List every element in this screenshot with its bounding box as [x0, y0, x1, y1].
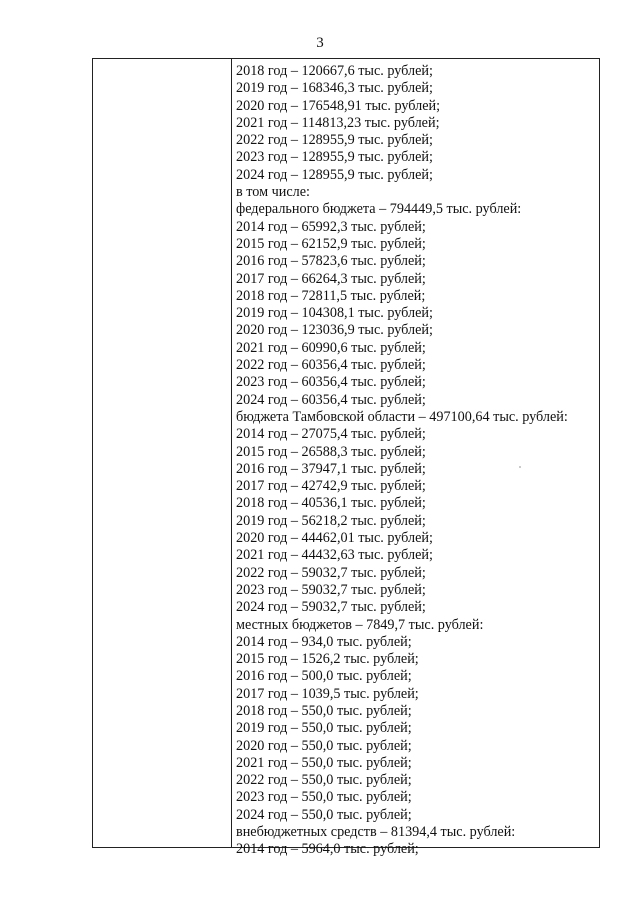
funding-column [232, 59, 599, 858]
funding-line: 2021 год – 114813,23 тыс. рублей; [236, 114, 440, 131]
scan-speck [519, 466, 521, 468]
funding-line: 2018 год – 40536,1 тыс. рублей; [236, 495, 426, 512]
funding-line: бюджета Тамбовской области – 497100,64 тыс. рублей: [236, 408, 568, 425]
funding-line: федерального бюджета – 794449,5 тыс. рублей: [236, 201, 522, 218]
funding-line: 2017 год – 1039,5 тыс. рублей; [236, 685, 419, 702]
funding-line: 2022 год – 60356,4 тыс. рублей; [236, 357, 426, 374]
funding-line: 2019 год – 104308,1 тыс. рублей; [236, 305, 433, 322]
funding-line: 2020 год – 176548,91 тыс. рублей; [236, 97, 441, 114]
funding-line: 2024 год – 550,0 тыс. рублей; [236, 806, 412, 823]
funding-line: 2019 год – 168346,3 тыс. рублей; [236, 80, 433, 97]
funding-line: 2020 год – 123036,9 тыс. рублей; [236, 322, 433, 339]
funding-line: 2017 год – 42742,9 тыс. рублей; [236, 478, 426, 495]
funding-line: 2014 год – 65992,3 тыс. рублей; [236, 218, 426, 235]
funding-line: 2018 год – 72811,5 тыс. рублей; [236, 287, 426, 304]
funding-line: 2024 год – 59032,7 тыс. рублей; [236, 599, 426, 616]
funding-line: местных бюджетов – 7849,7 тыс. рублей: [236, 616, 484, 633]
funding-line: 2020 год – 44462,01 тыс. рублей; [236, 530, 433, 547]
funding-line: 2024 год – 60356,4 тыс. рублей; [236, 391, 426, 408]
funding-line: 2022 год – 59032,7 тыс. рублей; [236, 564, 426, 581]
funding-line: 2023 год – 128955,9 тыс. рублей; [236, 149, 433, 166]
label-column [93, 59, 232, 847]
funding-line: внебюджетных средств – 81394,4 тыс. рублей: [236, 824, 516, 841]
funding-line: 2015 год – 26588,3 тыс. рублей; [236, 443, 426, 460]
funding-line: 2019 год – 56218,2 тыс. рублей; [236, 512, 426, 529]
funding-line: 2021 год – 44432,63 тыс. рублей; [236, 547, 433, 564]
funding-line: 2021 год – 550,0 тыс. рублей; [236, 754, 412, 771]
funding-line: в том числе: [236, 184, 310, 201]
funding-line: 2016 год – 57823,6 тыс. рублей; [236, 253, 426, 270]
page-number: 3 [316, 35, 324, 51]
funding-line: 2016 год – 500,0 тыс. рублей; [236, 668, 412, 685]
funding-line: 2022 год – 550,0 тыс. рублей; [236, 772, 412, 789]
funding-line: 2014 год – 27075,4 тыс. рублей; [236, 426, 426, 443]
funding-line: 2014 год – 5964,0 тыс. рублей; [236, 841, 419, 858]
funding-table [92, 58, 600, 858]
funding-line: 2014 год – 934,0 тыс. рублей; [236, 633, 412, 650]
funding-line: 2016 год – 37947,1 тыс. рублей; [236, 460, 426, 477]
funding-line: 2015 год – 1526,2 тыс. рублей; [236, 651, 419, 668]
funding-line: 2021 год – 60990,6 тыс. рублей; [236, 339, 426, 356]
funding-line: 2022 год – 128955,9 тыс. рублей; [236, 132, 433, 149]
funding-line: 2015 год – 62152,9 тыс. рублей; [236, 235, 426, 252]
funding-line: 2017 год – 66264,3 тыс. рублей; [236, 270, 426, 287]
funding-line: 2020 год – 550,0 тыс. рублей; [236, 737, 412, 754]
funding-line: 2019 год – 550,0 тыс. рублей; [236, 720, 412, 737]
funding-line: 2023 год – 60356,4 тыс. рублей; [236, 374, 426, 391]
funding-line: 2018 год – 120667,6 тыс. рублей; [236, 63, 433, 79]
funding-line: 2023 год – 59032,7 тыс. рублей; [236, 581, 426, 598]
funding-line: 2024 год – 128955,9 тыс. рублей; [236, 166, 433, 183]
funding-line: 2018 год – 550,0 тыс. рублей; [236, 702, 412, 719]
funding-line: 2023 год – 550,0 тыс. рублей; [236, 789, 412, 806]
